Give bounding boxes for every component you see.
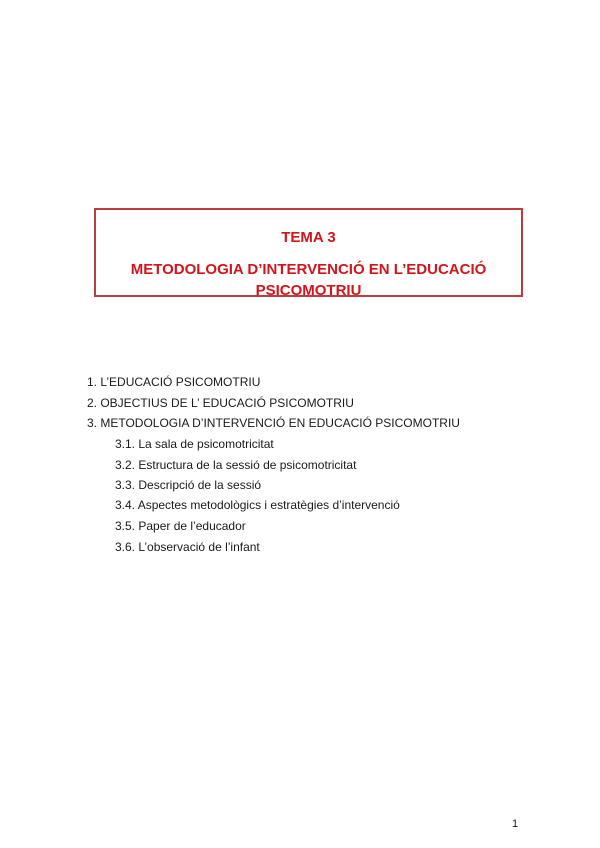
toc-item-3-1: 3.1. La sala de psicomotricitat: [115, 437, 274, 451]
toc-item-3-6: 3.6. L’observació de l’infant: [115, 540, 260, 554]
document-title-line-1: METODOLOGIA D’INTERVENCIÓ EN L’EDUCACIÓ: [130, 261, 487, 278]
toc-item-3: 3. METODOLOGIA D’INTERVENCIÓ EN EDUCACIÓ PSICOMOTRIU: [87, 416, 460, 430]
document-title-line-2: PSICOMOTRIU: [255, 282, 362, 299]
toc-item-3-3: 3.3. Descripció de la sessió: [115, 478, 262, 492]
toc-item-3-5: 3.5. Paper de l’educador: [115, 519, 246, 533]
toc-item-2: 2. OBJECTIUS DE L’ EDUCACIÓ PSICOMOTRIU: [87, 396, 354, 410]
toc-item-1: 1. L’EDUCACIÓ PSICOMOTRIU: [87, 375, 261, 389]
toc-item-3-4: 3.4. Aspectes metodològics i estratègies d’intervenció: [115, 498, 400, 512]
toc-item-3-2: 3.2. Estructura de la sessió de psicomotricitat: [115, 458, 357, 472]
topic-number: TEMA 3: [281, 229, 336, 246]
page-number: 1: [512, 818, 519, 830]
